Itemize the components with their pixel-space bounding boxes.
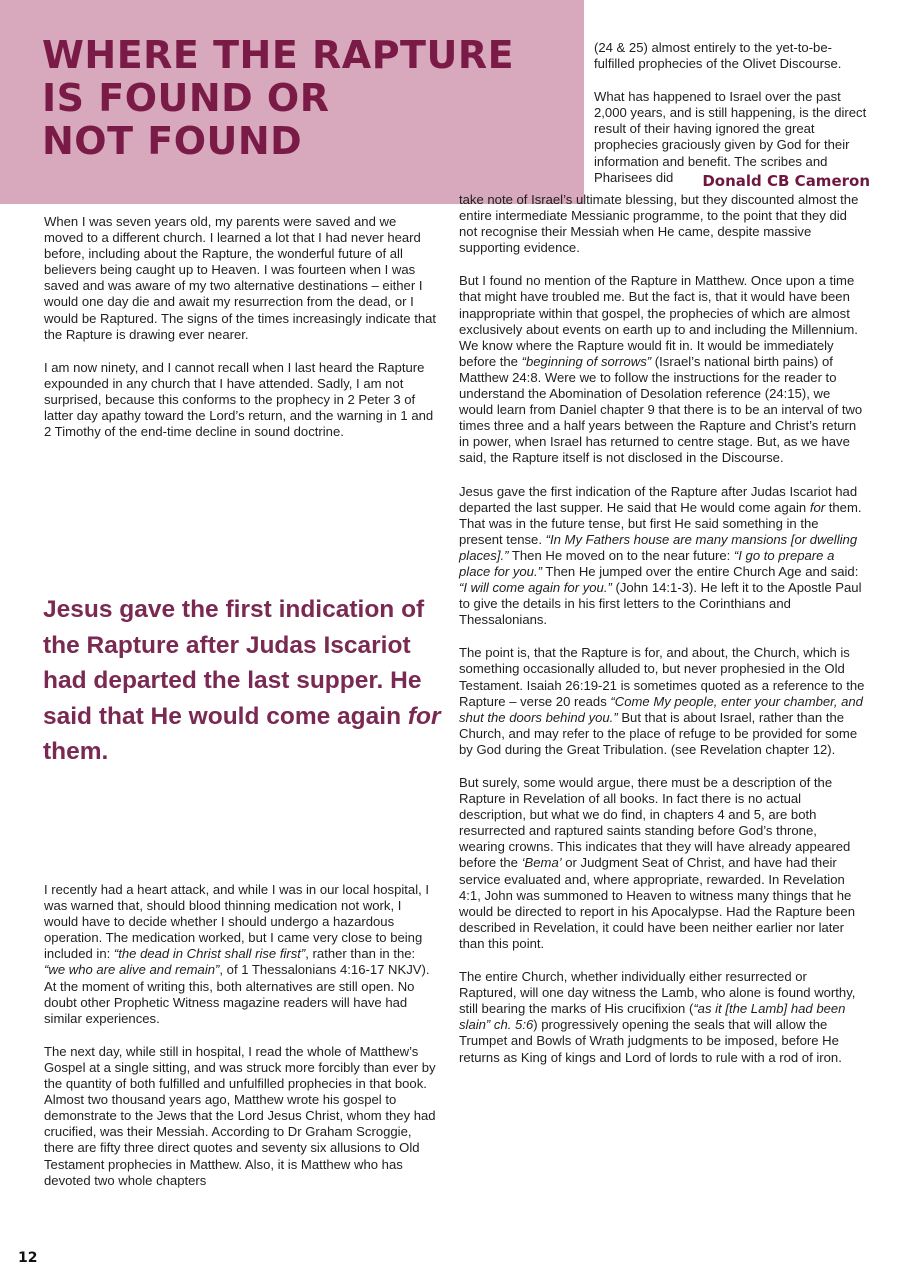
- emphasis: for: [809, 499, 826, 515]
- pull-quote-text-end: them.: [43, 738, 109, 765]
- text-run: (John 14:1-3). He left it to the Apostle Paul to give the details in his first letters to the Corinthians and Thessalonians.: [459, 580, 862, 628]
- text-run: Jesus gave the first indication of the Rapture after Judas Iscariot had departed the last supper. He said that He would come again: [459, 483, 858, 515]
- scripture-quote: “beginning of sorrows”: [521, 353, 652, 369]
- text-run: The point is, that the Rapture is for, and about, the Church, which is something occasionally alluded to, but never prophesied in the Old Testament. Isaiah 26:19-21 is sometimes quoted as a reference to the Rapture – verse 20 reads: [459, 645, 865, 709]
- scripture-quote: “Come My people, enter your chamber, and shut the doors behind you.”: [459, 693, 863, 725]
- scripture-quote: “as it [the Lamb] had been slain” ch. 5:6: [459, 1001, 846, 1033]
- text-run: I recently had a heart attack, and while I was in our local hospital, I was warned that, should blood thinning medication not work, I would have to decide whether I should undergo a hazardous operation. The medication worked, but I came very close to being included in:: [44, 882, 430, 962]
- scripture-quote: “In My Fathers house are many mansions [or dwelling places].”: [459, 531, 858, 563]
- text-run: But I found no mention of the Rapture in Matthew. Once upon a time that might have troubled me. But the fact is, that it would have been inappropriate within that gospel, the prophecies of which are almost exclusively about events on earth up to and including the Millennium. We know where the Rapture would fit in. It would be immediately before the: [459, 273, 858, 369]
- text-run: But surely, some would argue, there must be a description of the Rapture in Revelation of all books. In fact there is no actual description, but what we do find, in chapters 4 and 5, are both resurrected and raptured saints standing before God’s throne, wearing crowns. This indicates that they will have already appeared before the: [459, 775, 851, 871]
- column-left-top: [44, 214, 438, 457]
- body-paragraph: (24 & 25) almost entirely to the yet-to-be-fulfilled prophecies of the Olivet Discourse.: [594, 40, 842, 72]
- column-left-bottom: [44, 882, 436, 1206]
- emphasis: ‘Bema’: [521, 855, 562, 871]
- text-run: ) progressively opening the seals that will allow the Trumpet and Bowls of Wrath judgments to be imposed, before He returns as King of kings and Lord of lords to rule with a rod of iron.: [459, 1017, 842, 1065]
- body-paragraph: [44, 882, 436, 1027]
- pull-quote-text: Jesus gave the first indication of the Rapture after Judas Iscariot had departed the last supper. He said that He would come again: [43, 596, 425, 730]
- body-paragraph: [459, 484, 865, 629]
- text-run: But that is about Israel, rather than the Church, and may refer to the place of refuge to be provided for some by God during the Great Tribulation. (see Revelation chapter 12).: [459, 709, 858, 757]
- text-run: them. That was in the future tense, but first He said something in the present tense.: [459, 499, 862, 547]
- body-paragraph: [459, 969, 865, 1066]
- column-right: [459, 192, 865, 1083]
- body-paragraph: [459, 645, 865, 758]
- body-paragraph: What has happened to Israel over the past 2,000 years, and is still happening, is the direct result of their having ignored the great prophecies graciously given by God for their information and benefit. The scribes and Pharisees did: [594, 89, 867, 185]
- body-paragraph: I am now ninety, and I cannot recall when I last heard the Rapture expounded in any church that I have attended. Sadly, I am not surprised, because this conforms to the prophecy in 2 Peter 3 of latter day apathy toward the Lord’s return, and the warning in 1 and 2 Timothy of the end-time decline in sound doctrine.: [44, 359, 434, 440]
- article-title: WHERE THE RAPTURE IS FOUND OR NOT FOUND: [42, 33, 515, 163]
- text-run: (Israel’s national birth pains) of Matthew 24:8. Were we to follow the instructions for the reader to understand the Abomination of Desolation reference (24:15), we would learn from Daniel chapter 9 that there is to be an interval of two times three and a half years between the Rapture and Christ’s return in power, when Israel has returned to centre stage. But, as we have said, the Rapture itself is not disclosed in the Discourse.: [459, 353, 863, 466]
- body-paragraph: [459, 273, 865, 466]
- scripture-quote: “the dead in Christ shall rise first”: [113, 946, 306, 962]
- body-paragraph: take note of Israel’s ultimate blessing, but they discounted almost the entire intermediate Messianic programme, to the point that they did not recognise their Messiah when He came, despite massive supporting evidence.: [459, 192, 859, 256]
- text-run: Then He moved on to the near future:: [508, 547, 734, 563]
- text-run: or Judgment Seat of Christ, and have had their service evaluated and, where appropriate, rewarded. In Revelation 4:1, John was summoned to Heaven to witness many things that he would be directed to report in his Apocalypse. Had the Rapture been described in Revelation, it could have been neither earlier nor later than this point.: [459, 855, 855, 951]
- body-paragraph: When I was seven years old, my parents were saved and we moved to a different church. I learned a lot that I had never heard before, including about the Rapture, the wonderful future of all believers being caught up to Heaven. I was fourteen when I was saved and was aware of my two alternative destinations – either I would one day die and await my resurrection from the dead, or I would be Raptured. The signs of the times increasingly indicate that the Rapture is drawing ever nearer.: [44, 214, 437, 342]
- pull-quote: [43, 592, 443, 770]
- page-number: 12: [18, 1250, 38, 1266]
- text-run: , of 1 Thessalonians 4:16-17 NKJV). At the moment of writing this, both alternatives are still open. No doubt other Prophetic Witness magazine readers will have had similar experiences.: [44, 962, 430, 1026]
- scripture-quote: “we who are alive and remain”: [44, 962, 220, 978]
- body-paragraph: The next day, while still in hospital, I read the whole of Matthew’s Gospel at a single sitting, and was struck more forcibly than ever by the quantity of both fulfilled and unfulfilled prophecies in that book. Almost two thousand years ago, Matthew wrote his gospel to demonstrate to the Jews that the Lord Jesus Christ, whom they had crucified, was their Messiah. According to Dr Graham Scroggie, there are fifty three direct quotes and seventy six allusions to Old Testament prophecies in Matthew. Also, it is Matthew who has devoted two whole chapters: [44, 1043, 436, 1188]
- text-run: The entire Church, whether individually either resurrected or Raptured, will one day witness the Lamb, who alone is found worthy, still bearing the marks of His crucifixion (: [459, 969, 856, 1017]
- pull-quote-emphasis: for: [407, 702, 441, 730]
- body-paragraph: [459, 775, 865, 952]
- scripture-quote: “I will come again for you.”: [459, 580, 612, 596]
- scripture-quote: “I go to prepare a place for you.”: [459, 547, 835, 579]
- text-run: , rather than in the:: [305, 946, 416, 962]
- text-run: Then He jumped over the entire Church Age and said:: [541, 563, 859, 579]
- column-right-top: [594, 40, 868, 203]
- article-author: Donald CB Cameron: [702, 172, 870, 190]
